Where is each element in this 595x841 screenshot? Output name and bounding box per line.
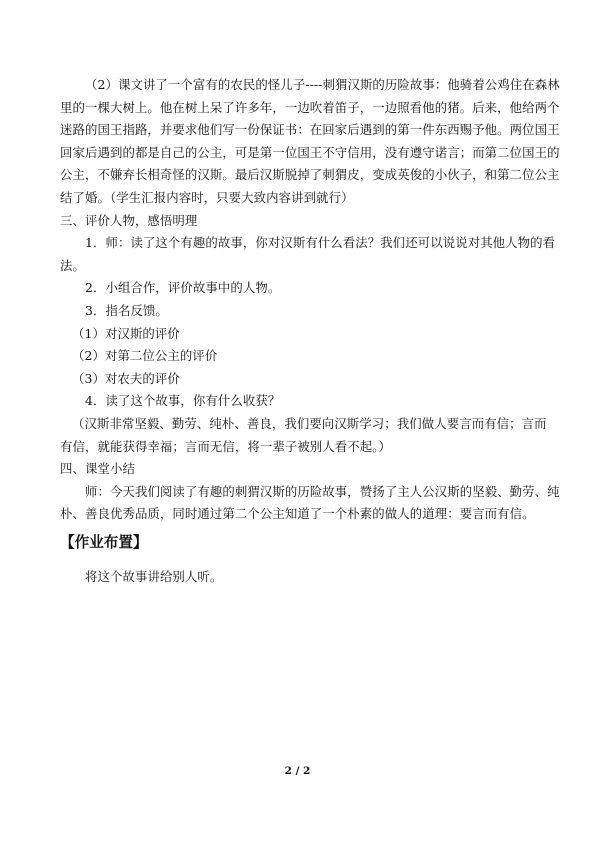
- item-2: 2．小组合作，评价故事中的人物。: [85, 280, 281, 296]
- sub-item-3: （3）对农夫的评价: [72, 370, 180, 386]
- section-three-title: 三、评价人物，感悟明理: [60, 212, 198, 228]
- answer-line: 有信，就能获得幸福；言而无信，将一辈子被别人看不起。）: [60, 438, 392, 454]
- story-line: 里的一棵大树上。他在树上呆了许多年，一边吹着笛子，一边照看他的猪。后来，他给两个: [60, 99, 560, 115]
- document-body: [60, 74, 560, 588]
- story-line: 公主，不嫌弃长相奇怪的汉斯。最后汉斯脱掉了刺猬皮，变成英俊的小伙子，和第二位公主: [60, 167, 560, 183]
- story-line: 迷路的国王指路，并要求他们写一份保证书：在回家后遇到的第一件东西赐予他。两位国王: [60, 122, 560, 138]
- story-line: 结了婚。（学生汇报内容时，只要大致内容讲到就行）: [60, 189, 354, 205]
- item-1-line: 法。: [60, 257, 85, 273]
- item-4: 4．读了这个故事，你有什么收获？: [85, 393, 281, 409]
- homework-heading: 【作业布置】: [60, 533, 148, 551]
- story-line: （2）课文讲了一个富有的农民的怪儿子----刺猬汉斯的历险故事：他骑着公鸡住在森林: [85, 77, 560, 92]
- sub-item-2: （2）对第二位公主的评价: [72, 348, 218, 364]
- sub-item-1: （1）对汉斯的评价: [72, 325, 180, 341]
- homework-text: 将这个故事讲给别人听。: [85, 568, 223, 584]
- story-line: 回家后遇到的都是自己的公主，可是第一位国王不守信用，没有遵守诺言；而第二位国王的: [60, 144, 560, 160]
- page-number: 2 / 2: [284, 765, 311, 777]
- item-1-line: 1．师：读了这个有趣的故事，你对汉斯有什么看法？我们还可以说说对其他人物的看: [85, 235, 556, 251]
- summary-line: 朴、善良优秀品质，同时通过第二个公主知道了一个朴素的做人的道理：要言而有信。: [60, 506, 535, 522]
- item-3: 3．指名反馈。: [85, 302, 168, 318]
- summary-line: 师：今天我们阅读了有趣的刺猬汉斯的历险故事，赞扬了主人公汉斯的坚毅、勤劳、纯: [85, 483, 560, 499]
- section-four-title: 四、课堂小结: [60, 461, 135, 477]
- answer-line: （汉斯非常坚毅、勤劳、纯朴、善良，我们要向汉斯学习；我们做人要言而有信；言而: [72, 415, 547, 431]
